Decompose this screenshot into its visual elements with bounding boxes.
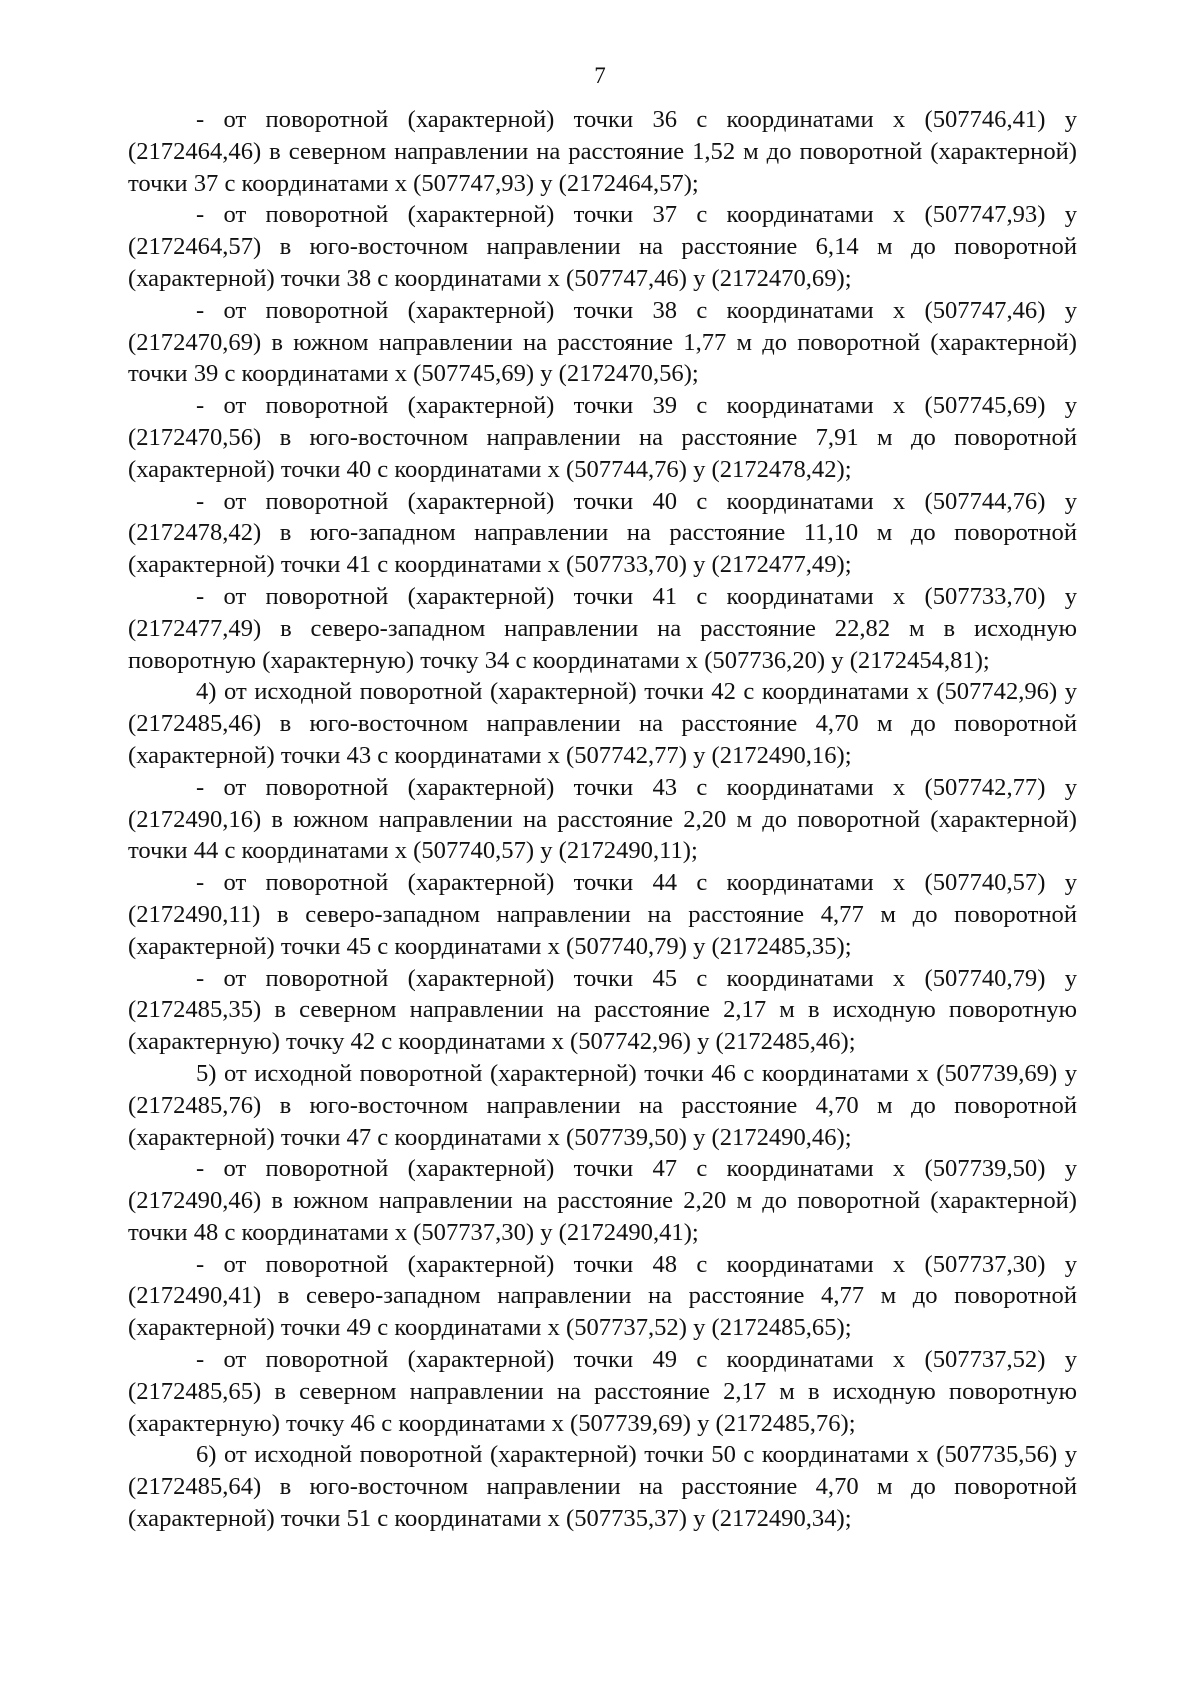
paragraph: - от поворотной (характерной) точки 36 с координатами х (507746,41) у (2172464,46) в северном направлении на расстояние 1,52 м до поворотной (характерной) точки 37 с координатами х (507747,93) у (2172464,57); [128, 106, 1077, 197]
page-number: 7 [594, 63, 606, 88]
paragraph: - от поворотной (характерной) точки 39 с координатами х (507745,69) у (2172470,56) в юго-восточном направлении на расстояние 7,91 м до поворотной (характерной) точки 40 с координатами х (507744,76) у (2172478,42); [128, 392, 1077, 483]
document-body [128, 104, 1077, 1535]
paragraph: - от поворотной (характерной) точки 38 с координатами х (507747,46) у (2172470,69) в южном направлении на расстояние 1,77 м до поворотной (характерной) точки 39 с координатами х (507745,69) у (2172470,56); [128, 296, 1077, 388]
paragraph: 4) от исходной поворотной (характерной) точки 42 с координатами х (507742,96) у (2172485,46) в юго-восточном направлении на расстояние 4,70 м до поворотной (характерной) точки 43 с координатами х (507742,77) у (2172490,16); [128, 678, 1077, 769]
paragraph: 6) от исходной поворотной (характерной) точки 50 с координатами х (507735,56) у (2172485,64) в юго-восточном направлении на расстояние 4,70 м до поворотной (характерной) точки 51 с координатами х (507735,37) у (2172490,34); [128, 1441, 1077, 1533]
paragraph: 5) от исходной поворотной (характерной) точки 46 с координатами х (507739,69) у (2172485,76) в юго-восточном направлении на расстояние 4,70 м до поворотной (характерной) точки 47 с координатами х (507739,50) у (2172490,46); [128, 1059, 1077, 1151]
paragraph: - от поворотной (характерной) точки 45 с координатами х (507740,79) у (2172485,35) в северном направлении на расстояние 2,17 м в исходную поворотную (характерную) точку 42 с координатами х (507742,96) у (2172485,46); [128, 964, 1077, 1056]
paragraph: - от поворотной (характерной) точки 37 с координатами х (507747,93) у (2172464,57) в юго-восточном направлении на расстояние 6,14 м до поворотной (характерной) точки 38 с координатами х (507747,46) у (2172470,69); [128, 201, 1077, 292]
paragraph: - от поворотной (характерной) точки 48 с координатами х (507737,30) у (2172490,41) в северо-западном направлении на расстояние 4,77 м до поворотной (характерной) точки 49 с координатами х (507737,52) у (2172485,65); [128, 1250, 1077, 1342]
paragraph: - от поворотной (характерной) точки 49 с координатами х (507737,52) у (2172485,65) в северном направлении на расстояние 2,17 м в исходную поворотную (характерную) точку 46 с координатами х (507739,69) у (2172485,76); [128, 1346, 1077, 1437]
paragraph: - от поворотной (характерной) точки 40 с координатами х (507744,76) у (2172478,42) в юго-западном направлении на расстояние 11,10 м до поворотной (характерной) точки 41 с координатами х (507733,70) у (2172477,49); [128, 487, 1077, 579]
paragraph: - от поворотной (характерной) точки 43 с координатами х (507742,77) у (2172490,16) в южном направлении на расстояние 2,20 м до поворотной (характерной) точки 44 с координатами х (507740,57) у (2172490,11); [128, 773, 1077, 865]
paragraph: - от поворотной (характерной) точки 47 с координатами х (507739,50) у (2172490,46) в южном направлении на расстояние 2,20 м до поворотной (характерной) точки 48 с координатами х (507737,30) у (2172490,41); [128, 1155, 1077, 1246]
paragraph: - от поворотной (характерной) точки 44 с координатами х (507740,57) у (2172490,11) в северо-западном направлении на расстояние 4,77 м до поворотной (характерной) точки 45 с координатами х (507740,79) у (2172485,35); [128, 869, 1077, 960]
paragraph: - от поворотной (характерной) точки 41 с координатами х (507733,70) у (2172477,49) в северо-западном направлении на расстояние 22,82 м в исходную поворотную (характерную) точку 34 с координатами х (507736,20) у (2172454,81); [128, 582, 1077, 674]
